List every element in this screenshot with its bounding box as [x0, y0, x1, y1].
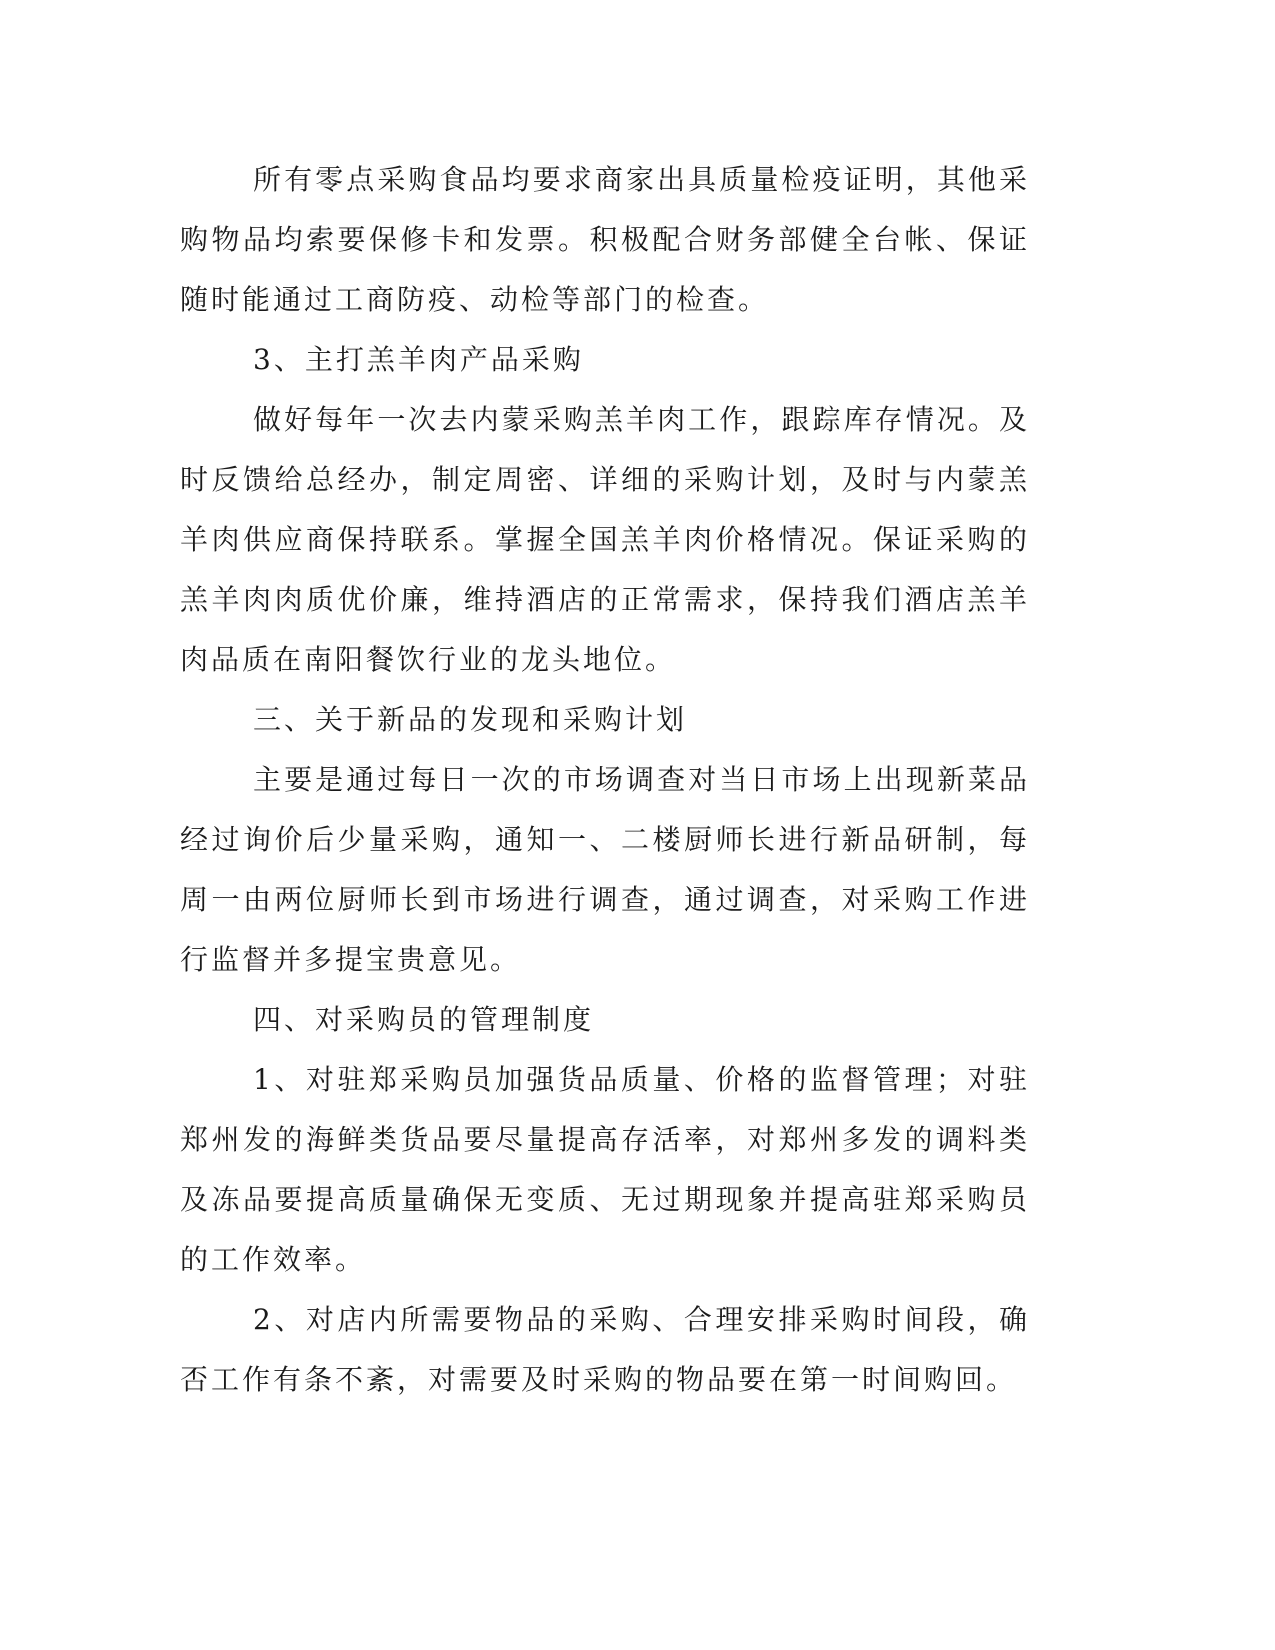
heading-new-products: 三、关于新品的发现和采购计划	[253, 703, 688, 736]
paragraph-quality-certificates: 所有零点采购食品均要求商家出具质量检疫证明，其他采购物品均索要保修卡和发票。积极配合财务部健全台帐、保证随时能通过工商防疫、动检等部门的检查。	[180, 163, 1030, 316]
paragraph-zhengzhou-buyers: 1、对驻郑采购员加强货品质量、价格的监督管理；对驻郑州发的海鲜类货品要尽量提高存活率，对郑州多发的调料类及冻品要提高质量确保无变质、无过期现象并提高驻郑采购员的工作效率。	[180, 1063, 1030, 1276]
heading-lamb-procurement: 3、主打羔羊肉产品采购	[253, 343, 584, 376]
document-body	[180, 150, 1030, 1410]
paragraph-lamb-procurement: 做好每年一次去内蒙采购羔羊肉工作，跟踪库存情况。及时反馈给总经办，制定周密、详细的采购计划，及时与内蒙羔羊肉供应商保持联系。掌握全国羔羊肉价格情况。保证采购的羔羊肉肉质优价廉，维持酒店的正常需求，保持我们酒店羔羊肉品质在南阳餐饮行业的龙头地位。	[180, 403, 1030, 676]
paragraph-store-procurement: 2、对店内所需要物品的采购、合理安排采购时间段，确否工作有条不紊，对需要及时采购的物品要在第一时间购回。	[180, 1303, 1030, 1396]
paragraph-new-products: 主要是通过每日一次的市场调查对当日市场上出现新菜品经过询价后少量采购，通知一、二楼厨师长进行新品研制，每周一由两位厨师长到市场进行调查，通过调查，对采购工作进行监督并多提宝贵意见。	[180, 763, 1030, 976]
heading-buyer-management: 四、对采购员的管理制度	[253, 1003, 595, 1036]
